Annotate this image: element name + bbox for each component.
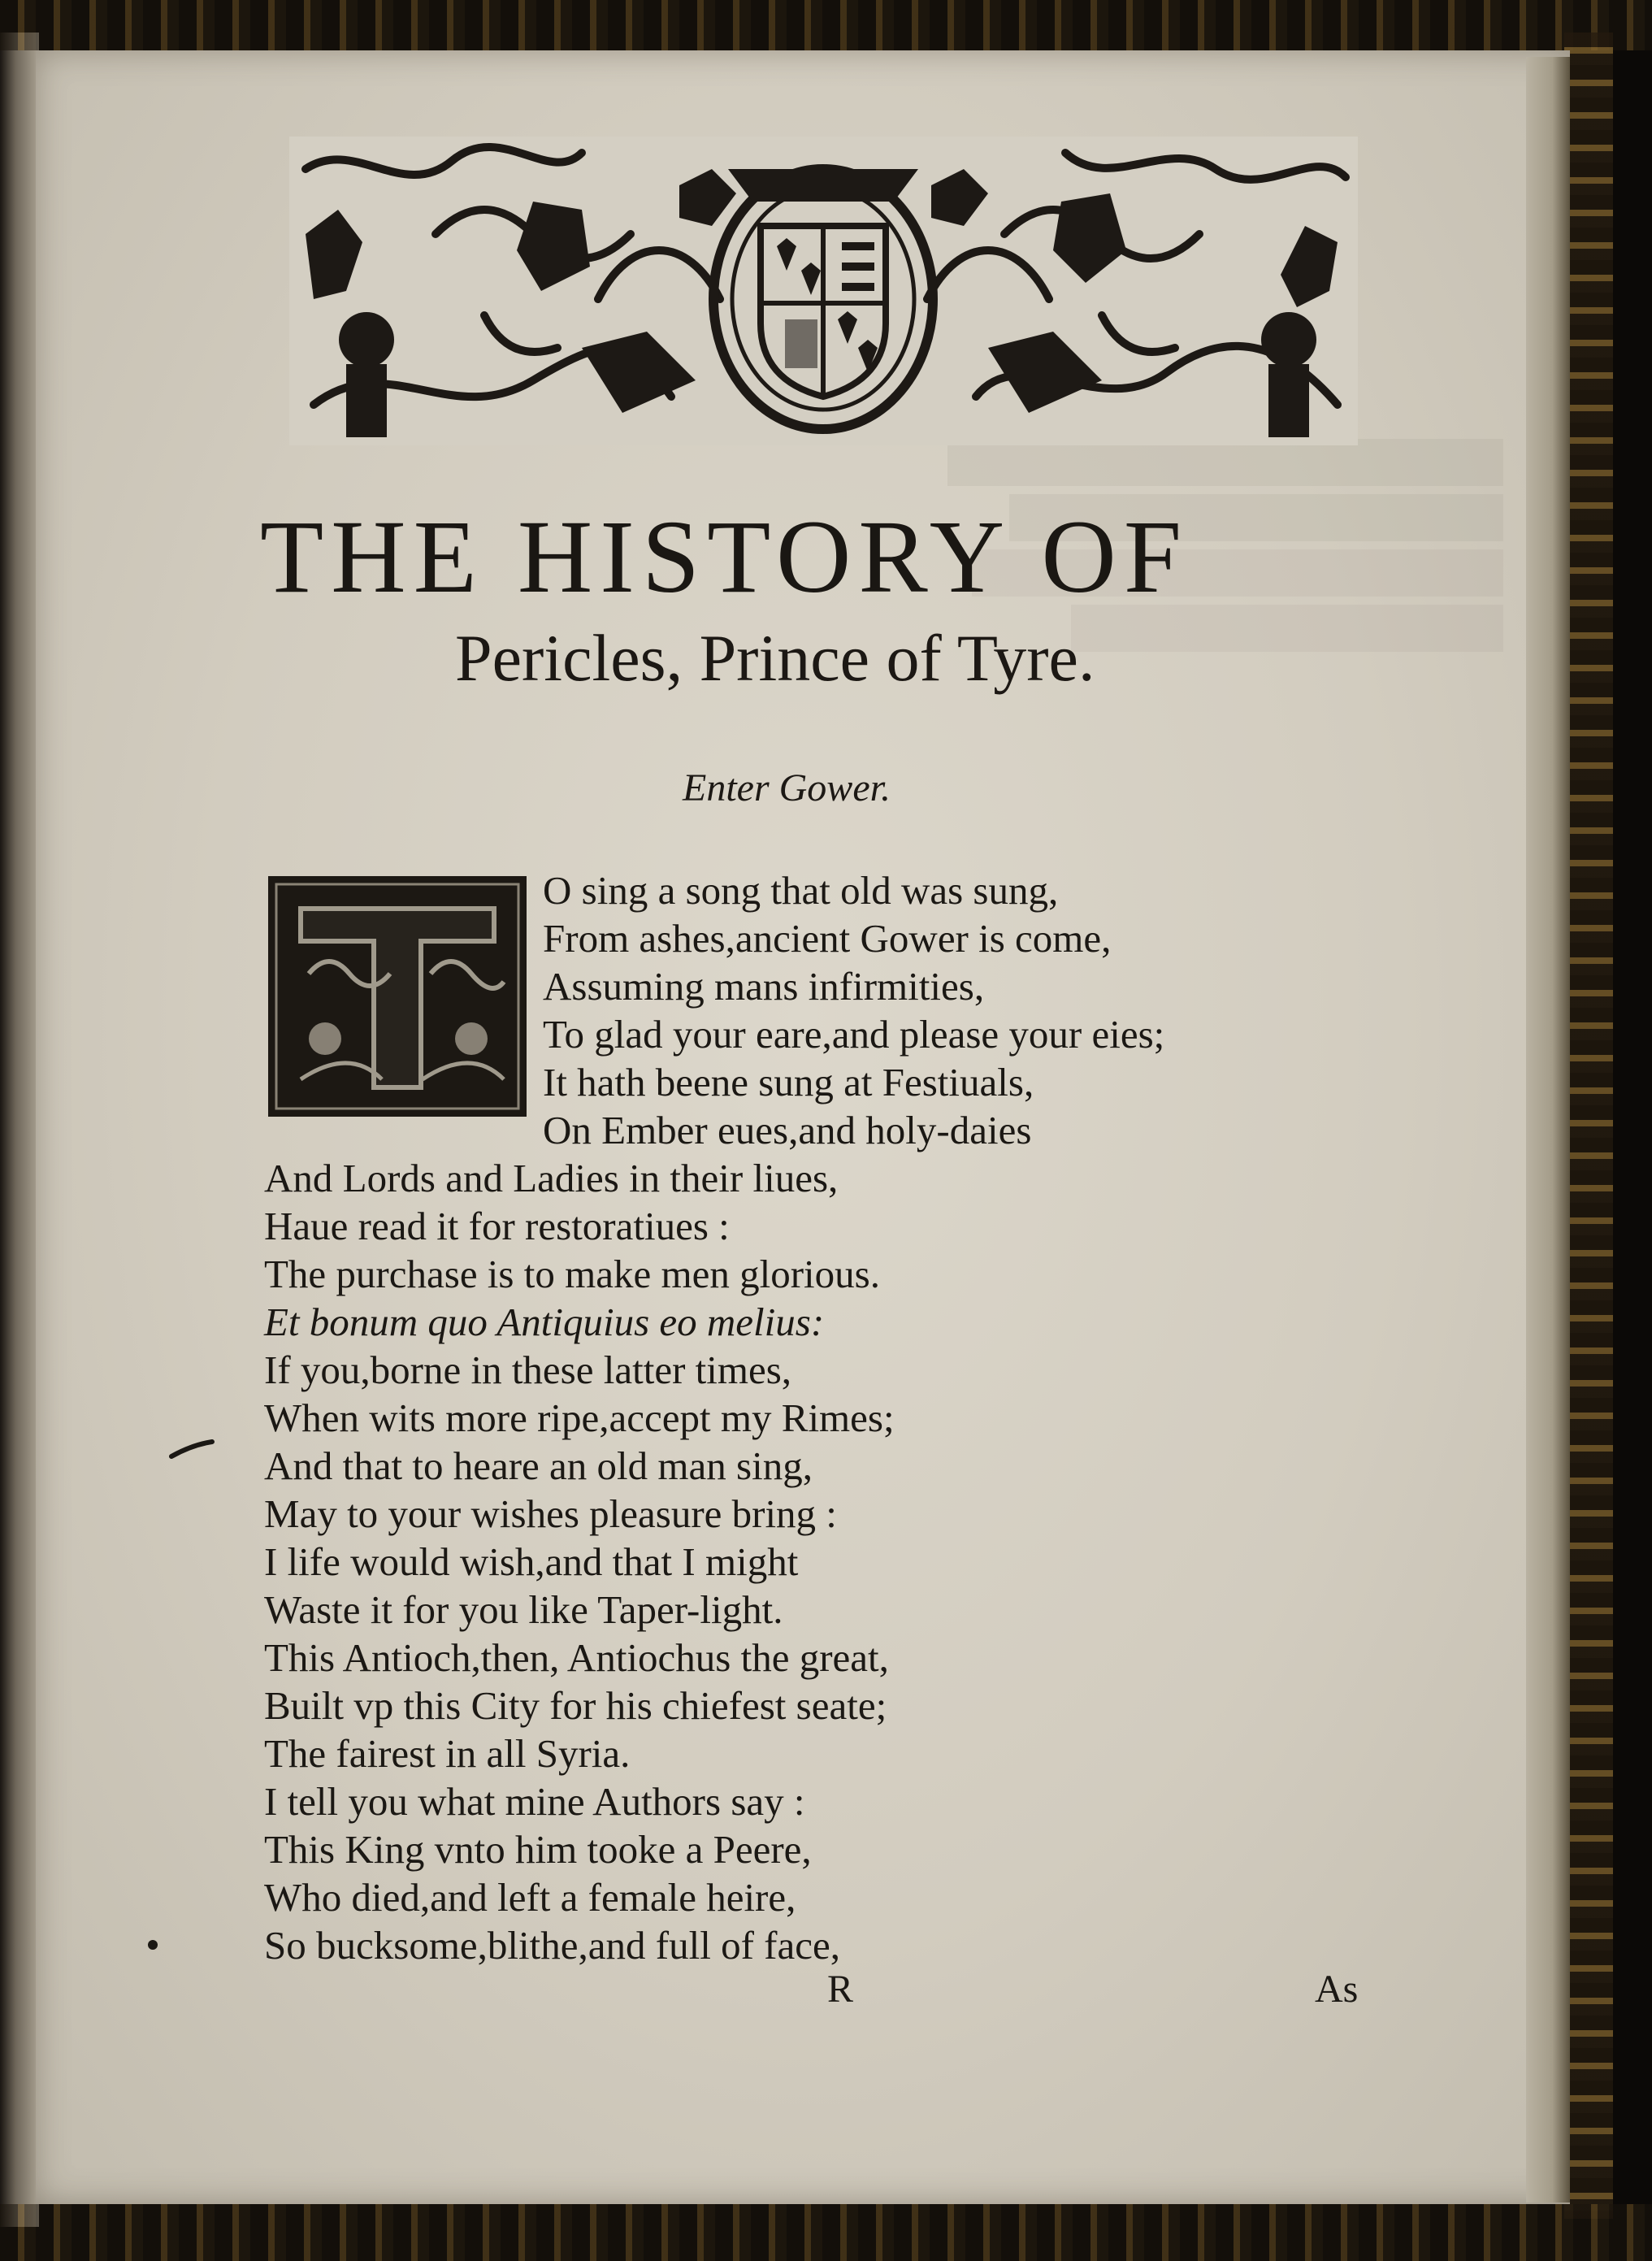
woodcut-initial-letter — [268, 876, 527, 1117]
page-title: THE HISTORY OF — [260, 499, 1189, 614]
verse-line: So bucksome,blithe,and full of face, — [264, 1923, 840, 1968]
verse-line: From ashes,ancient Gower is come, — [543, 916, 1112, 961]
gilt-border-top — [0, 0, 1652, 50]
catchword: As — [1315, 1968, 1359, 2011]
verse-line: This Antioch,then, Antiochus the great, — [264, 1635, 889, 1680]
gilt-border-right — [1564, 33, 1613, 2219]
verse-line: O sing a song that old was sung, — [543, 868, 1059, 913]
verse-line: This King vnto him tooke a Peere, — [264, 1827, 812, 1872]
verse-lines — [264, 1154, 895, 1969]
page-subtitle: Pericles, Prince of Tyre. — [455, 621, 1095, 695]
verse-line: To glad your eare,and please your eies; — [543, 1012, 1165, 1057]
gilt-border-bottom — [0, 2204, 1652, 2261]
verse-line: Haue read it for restoratiues : — [264, 1204, 730, 1248]
stage-direction: Enter Gower. — [683, 766, 891, 809]
ink-dot — [146, 1938, 159, 1951]
verse-line: May to your wishes pleasure bring : — [264, 1491, 837, 1536]
verse-line: If you,borne in these latter times, — [264, 1347, 792, 1392]
verse-line: And that to heare an old man sing, — [264, 1443, 813, 1488]
verse-line: Waste it for you like Taper-light. — [264, 1587, 783, 1632]
verse-line: I life would wish,and that I might — [264, 1539, 799, 1584]
verse-line: The purchase is to make men glorious. — [264, 1252, 880, 1296]
verse-line: Assuming mans infirmities, — [543, 964, 985, 1009]
left-page-edge — [0, 33, 39, 2227]
verse-line: It hath beene sung at Festiuals, — [543, 1060, 1034, 1104]
page-fore-edge — [1526, 57, 1570, 2202]
verse-line: The fairest in all Syria. — [264, 1731, 631, 1776]
woodcut-headpiece-ornament — [289, 137, 1358, 445]
signature-mark: R — [827, 1968, 854, 2011]
verse-line: I tell you what mine Authors say : — [264, 1779, 805, 1824]
opening-verse-lines — [543, 866, 1164, 1154]
verse-line: When wits more ripe,accept my Rimes; — [264, 1395, 895, 1440]
verse-line: On Ember eues,and holy-daies — [543, 1108, 1032, 1152]
verse-line: Who died,and left a female heire, — [264, 1875, 796, 1920]
verse-line: And Lords and Ladies in their liues, — [264, 1156, 839, 1200]
ink-mark — [167, 1439, 216, 1463]
verse-line: Built vp this City for his chiefest seate; — [264, 1683, 887, 1728]
verse-line-latin: Et bonum quo Antiquius eo melius: — [264, 1300, 825, 1344]
